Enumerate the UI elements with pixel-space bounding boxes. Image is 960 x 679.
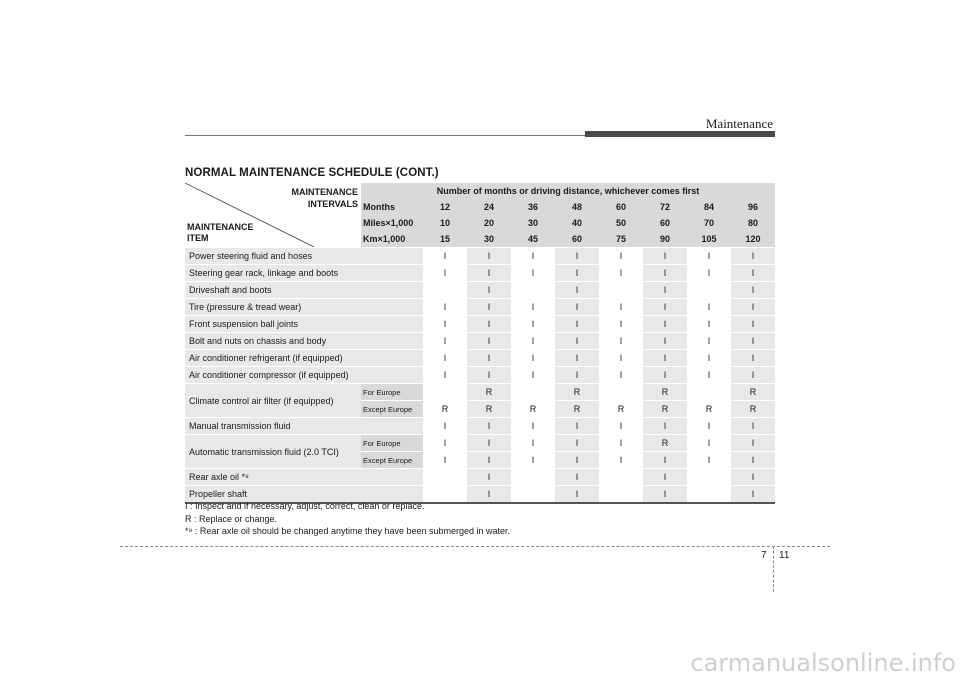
row-cell: I xyxy=(555,452,599,469)
header-rule-thick xyxy=(585,131,775,137)
row-cell: R xyxy=(731,401,775,418)
row-cell: R xyxy=(423,401,467,418)
row-cell: I xyxy=(687,418,731,435)
miles-value: 60 xyxy=(643,215,687,231)
row-cell: I xyxy=(731,282,775,299)
row-sub-label: For Europe xyxy=(361,384,423,401)
row-cell: I xyxy=(643,350,687,367)
row-cell: I xyxy=(687,248,731,265)
table-row xyxy=(185,350,775,367)
row-item-label: Propeller shaft xyxy=(185,486,423,504)
row-cell: I xyxy=(555,299,599,316)
row-sub-label: For Europe xyxy=(361,435,423,452)
miles-value: 10 xyxy=(423,215,467,231)
months-value: 96 xyxy=(731,199,775,215)
row-cell: I xyxy=(731,350,775,367)
row-cell: I xyxy=(731,452,775,469)
row-cell: I xyxy=(467,265,511,282)
row-cell: I xyxy=(599,350,643,367)
row-cell: I xyxy=(643,469,687,486)
row-cell: I xyxy=(599,418,643,435)
row-cell: I xyxy=(555,333,599,350)
miles-label: Miles×1,000 xyxy=(361,215,423,231)
table-row xyxy=(185,418,775,435)
row-item-label: Air conditioner compressor (if equipped) xyxy=(185,367,423,384)
row-cell: I xyxy=(731,367,775,384)
table-row xyxy=(185,469,775,486)
row-cell xyxy=(599,384,643,401)
row-cell: I xyxy=(687,350,731,367)
row-cell: I xyxy=(643,486,687,504)
row-cell: I xyxy=(511,435,555,452)
km-value: 105 xyxy=(687,231,731,248)
interval-span-header: Number of months or driving distance, whichever comes first xyxy=(361,183,775,199)
row-cell: I xyxy=(423,265,467,282)
km-value: 120 xyxy=(731,231,775,248)
maintenance-schedule-table xyxy=(185,183,775,504)
legend xyxy=(185,500,510,538)
row-cell xyxy=(687,282,731,299)
row-cell: I xyxy=(467,248,511,265)
row-cell: I xyxy=(423,367,467,384)
table-corner xyxy=(185,183,361,248)
months-value: 36 xyxy=(511,199,555,215)
miles-value: 40 xyxy=(555,215,599,231)
row-cell: I xyxy=(423,418,467,435)
row-cell: I xyxy=(511,248,555,265)
row-cell: I xyxy=(467,350,511,367)
row-cell: I xyxy=(555,469,599,486)
page-number: 11 xyxy=(779,550,790,561)
row-cell: I xyxy=(555,265,599,282)
row-cell: I xyxy=(731,486,775,504)
row-cell: I xyxy=(643,333,687,350)
row-cell: I xyxy=(467,299,511,316)
months-value: 60 xyxy=(599,199,643,215)
row-cell: I xyxy=(687,367,731,384)
row-cell: I xyxy=(731,469,775,486)
km-value: 60 xyxy=(555,231,599,248)
km-value: 90 xyxy=(643,231,687,248)
table-row xyxy=(185,367,775,384)
legend-replace: R : Replace or change. xyxy=(185,513,278,524)
miles-value: 50 xyxy=(599,215,643,231)
row-cell: I xyxy=(467,435,511,452)
corner-item-label: MAINTENANCE ITEM xyxy=(187,222,254,243)
row-cell: I xyxy=(555,248,599,265)
row-item-label: Automatic transmission fluid (2.0 TCI) xyxy=(185,435,361,469)
row-cell: I xyxy=(599,299,643,316)
corner-intervals-label: MAINTENANCE INTERVALS xyxy=(291,187,358,209)
miles-value: 20 xyxy=(467,215,511,231)
row-cell: R xyxy=(643,384,687,401)
row-cell: I xyxy=(555,418,599,435)
months-value: 84 xyxy=(687,199,731,215)
row-item-label: Tire (pressure & tread wear) xyxy=(185,299,423,316)
row-sub-label: Except Europe xyxy=(361,401,423,418)
months-value: 24 xyxy=(467,199,511,215)
row-cell: R xyxy=(467,401,511,418)
row-cell: I xyxy=(423,316,467,333)
miles-value: 70 xyxy=(687,215,731,231)
row-cell: R xyxy=(555,401,599,418)
row-cell xyxy=(687,469,731,486)
row-item-label: Air conditioner refrigerant (if equipped) xyxy=(185,350,423,367)
legend-inspect: I : Inspect and if necessary, adjust, correct, clean or replace. xyxy=(185,501,425,511)
months-value: 48 xyxy=(555,199,599,215)
row-cell: I xyxy=(511,350,555,367)
row-cell: R xyxy=(467,384,511,401)
row-cell: I xyxy=(423,333,467,350)
row-cell: I xyxy=(467,367,511,384)
row-cell: I xyxy=(687,435,731,452)
row-cell: I xyxy=(643,316,687,333)
row-item-label: Driveshaft and boots xyxy=(185,282,423,299)
km-value: 75 xyxy=(599,231,643,248)
row-cell: I xyxy=(511,418,555,435)
row-cell: I xyxy=(599,248,643,265)
row-cell: I xyxy=(643,248,687,265)
row-cell xyxy=(687,384,731,401)
row-cell: I xyxy=(423,248,467,265)
row-cell xyxy=(599,282,643,299)
row-cell xyxy=(423,384,467,401)
row-cell: R xyxy=(599,401,643,418)
row-cell: I xyxy=(423,299,467,316)
row-item-label: Front suspension ball joints xyxy=(185,316,423,333)
footer-dashed-divider xyxy=(773,546,774,592)
row-cell: R xyxy=(643,401,687,418)
row-cell: I xyxy=(467,282,511,299)
row-item-label: Bolt and nuts on chassis and body xyxy=(185,333,423,350)
row-cell xyxy=(511,469,555,486)
row-cell: I xyxy=(643,299,687,316)
row-cell: I xyxy=(555,435,599,452)
miles-value: 30 xyxy=(511,215,555,231)
table-row xyxy=(185,265,775,282)
row-cell: I xyxy=(599,452,643,469)
footer-dashed-rule xyxy=(120,546,830,547)
row-cell: I xyxy=(687,316,731,333)
table-row xyxy=(185,435,775,452)
table-row xyxy=(185,316,775,333)
row-cell: I xyxy=(423,435,467,452)
row-item-label: Power steering fluid and hoses xyxy=(185,248,423,265)
row-cell: I xyxy=(731,316,775,333)
row-cell: R xyxy=(643,435,687,452)
km-label: Km×1,000 xyxy=(361,231,423,248)
row-cell: R xyxy=(511,401,555,418)
legend-footnote: *⁹ : Rear axle oil should be changed anytime they have been submerged in water. xyxy=(185,526,511,536)
months-value: 12 xyxy=(423,199,467,215)
row-sub-label: Except Europe xyxy=(361,452,423,469)
row-cell: I xyxy=(731,248,775,265)
row-cell xyxy=(511,384,555,401)
row-cell: I xyxy=(731,299,775,316)
row-cell: I xyxy=(555,282,599,299)
row-cell: I xyxy=(511,316,555,333)
row-cell: I xyxy=(687,452,731,469)
page-chapter: 7 xyxy=(761,550,767,561)
row-cell: I xyxy=(467,418,511,435)
row-cell: I xyxy=(467,469,511,486)
row-cell xyxy=(599,486,643,504)
row-cell xyxy=(511,282,555,299)
row-cell: I xyxy=(467,333,511,350)
row-cell: I xyxy=(643,418,687,435)
km-value: 45 xyxy=(511,231,555,248)
row-cell xyxy=(423,469,467,486)
header-row-span xyxy=(185,183,775,199)
row-cell: I xyxy=(467,316,511,333)
header-rule-thin xyxy=(185,135,585,136)
row-cell: I xyxy=(511,333,555,350)
row-cell: R xyxy=(555,384,599,401)
row-cell: I xyxy=(731,435,775,452)
row-item-label: Climate control air filter (if equipped) xyxy=(185,384,361,418)
row-cell: I xyxy=(687,299,731,316)
row-item-label: Rear axle oil *⁹ xyxy=(185,469,423,486)
table-row xyxy=(185,282,775,299)
months-label: Months xyxy=(361,199,423,215)
row-cell: I xyxy=(643,282,687,299)
miles-value: 80 xyxy=(731,215,775,231)
row-cell: I xyxy=(511,299,555,316)
row-cell: I xyxy=(467,486,511,504)
row-cell: I xyxy=(643,452,687,469)
row-cell: I xyxy=(555,367,599,384)
row-cell: I xyxy=(467,452,511,469)
row-cell: I xyxy=(555,350,599,367)
row-cell: I xyxy=(599,367,643,384)
row-cell: I xyxy=(555,316,599,333)
row-cell: I xyxy=(555,486,599,504)
row-cell: I xyxy=(423,350,467,367)
row-cell: I xyxy=(687,333,731,350)
row-cell xyxy=(511,486,555,504)
row-cell: I xyxy=(423,452,467,469)
table-row xyxy=(185,333,775,350)
row-cell: I xyxy=(511,367,555,384)
row-cell: I xyxy=(643,367,687,384)
row-cell: R xyxy=(687,401,731,418)
row-cell: I xyxy=(731,265,775,282)
row-cell: I xyxy=(599,435,643,452)
row-item-label: Manual transmission fluid xyxy=(185,418,423,435)
row-cell: I xyxy=(687,265,731,282)
row-item-label: Steering gear rack, linkage and boots xyxy=(185,265,423,282)
row-cell: I xyxy=(599,333,643,350)
km-value: 15 xyxy=(423,231,467,248)
header-title: Maintenance xyxy=(705,116,773,131)
km-value: 30 xyxy=(467,231,511,248)
row-cell xyxy=(423,282,467,299)
row-cell: I xyxy=(599,316,643,333)
row-cell: I xyxy=(643,265,687,282)
watermark: carmanualsonline.info xyxy=(690,649,956,677)
section-title: NORMAL MAINTENANCE SCHEDULE (CONT.) xyxy=(185,167,439,179)
row-cell: I xyxy=(731,333,775,350)
row-cell xyxy=(599,469,643,486)
table-row xyxy=(185,384,775,401)
table-row xyxy=(185,299,775,316)
row-cell xyxy=(687,486,731,504)
row-cell: I xyxy=(731,418,775,435)
row-cell: I xyxy=(511,452,555,469)
row-cell: I xyxy=(599,265,643,282)
row-cell: I xyxy=(511,265,555,282)
table-row xyxy=(185,248,775,265)
row-cell: R xyxy=(731,384,775,401)
months-value: 72 xyxy=(643,199,687,215)
